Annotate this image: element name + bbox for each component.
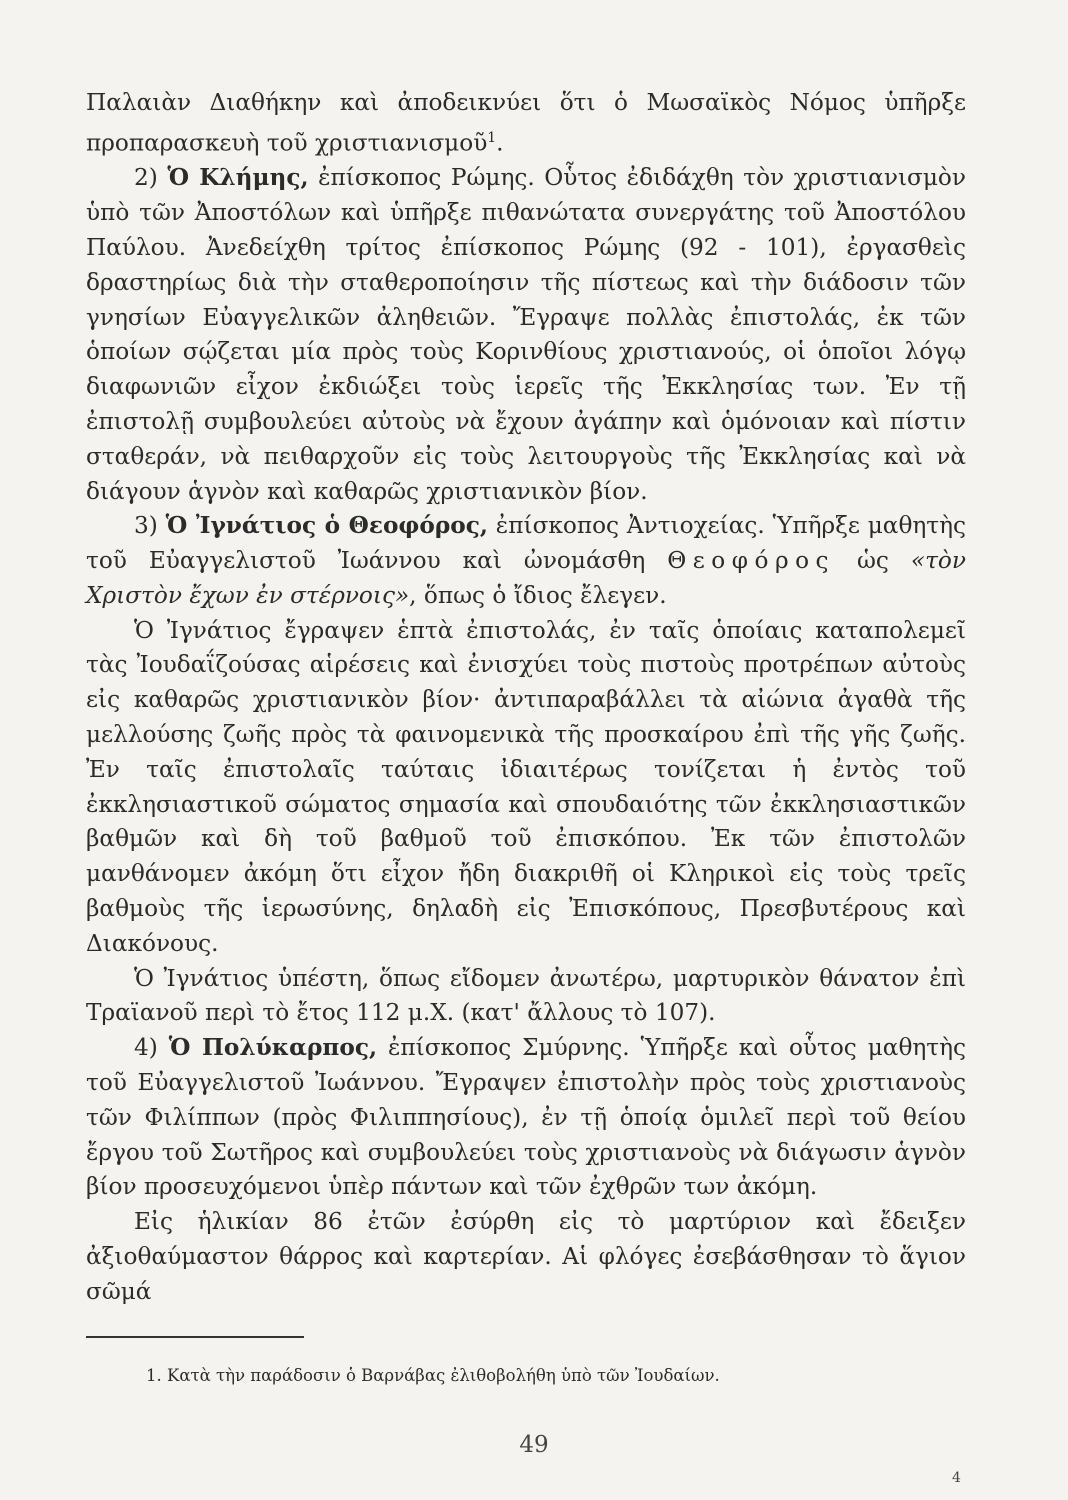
paragraph-ignatius-letters [86,614,966,962]
heading-polycarp: Ὁ Πολύκαρπος, [168,1034,378,1062]
item-number: 3) [134,512,166,540]
heading-clement: Ὁ Κλήμης, [167,164,309,192]
paragraph-ignatius-death-text: Ὁ Ἰγνάτιος ὑπέστη, ὅπως εἴδομεν ἀνωτέρω, μαρτυρικὸν θάνατον ἐπὶ Τραϊανοῦ περὶ τὸ ἔτος 112 μ.Χ. (κατ' ἄλλους τὸ 107). [86,964,966,1027]
paragraph-1 [86,86,966,161]
paragraph-ignatius [86,509,966,613]
spaced-epithet: Θεοφόρος [667,547,836,575]
paragraph-ignatius-letters-text: Ὁ Ἰγνάτιος ἔγραψεν ἑπτὰ ἐπιστολάς, ἐν ταῖς ὁποίαις καταπολεμεῖ τὰς Ἰουδαΐζούσας αἱρέσεις καὶ ἐνισχύει τοὺς πιστοὺς προτρέπων αὐτοὺς εἰς καθαρῶς χριστιανικὸν βίον· ἀντιπαραβάλλει τὰ αἰώνια ἀγαθὰ τῆς μελλούσης ζωῆς πρὸς τὰ φαινομενικὰ τῆς προσκαίρου ἐπὶ τῆς γῆς ζωῆς. Ἐν ταῖς ἐπιστολαῖς ταύταις ἰδιαιτέρως τονίζεται ἡ ἐντὸς τοῦ ἐκκλησιαστικοῦ σώματος σημασία καὶ σπουδαιότης τῶν ἐκκλησιαστικῶν βαθμῶν καὶ δὴ τοῦ βαθμοῦ τοῦ ἐπισκόπου. Ἐκ τῶν ἐπιστολῶν μανθάνομεν ἀκόμη ὅτι εἶχον ἤδη διακριθῆ οἱ Κληρικοὶ εἰς τοὺς τρεῖς βαθμοὺς τῆς ἱερωσύνης, δηλαδὴ εἰς Ἐπισκόπους, Πρεσβυτέρους καὶ Διακόνους. [86,616,966,957]
footnote-number: 1. [146,1366,162,1385]
footnote [146,1364,966,1388]
corner-mark: 4 [952,1470,961,1486]
paragraph-ignatius-text: , ὅπως ὁ ἴδιος ἔλεγεν. [409,581,667,609]
italic-quote: «τὸν Χριστὸν ἔχων ἐν στέρνοις» [86,547,966,609]
paragraph-ignatius-death [86,962,966,1032]
paragraph-clement-text: ἐπίσκοπος Ρώμης. Οὗτος ἐδιδάχθη τὸν χριστιανισμὸν ὑπὸ τῶν Ἀποστόλων καὶ ὑπῆρξε πιθανώτατα συνεργάτης τοῦ Ἀποστόλου Παύλου. Ἀνεδείχθη τρίτος ἐπίσκοπος Ρώμης (92 - 101), ἐργασθεὶς δραστηρίως διὰ τὴν σταθεροποίησιν τῆς πίστεως καὶ τὴν διάδοσιν τῶν γνησίων Εὐαγγελικῶν ἀληθειῶν. Ἔγραψε πολλὰς ἐπιστολάς, ἐκ τῶν ὁποίων σῴζεται μία πρὸς τοὺς Κορινθίους χριστιανούς, οἱ ὁποῖοι λόγῳ διαφωνιῶν εἶχον ἐκδιώξει τοὺς ἱερεῖς τῆς Ἐκκλησίας των. Ἐν τῇ ἐπιστολῇ συμβουλεύει αὐτοὺς νὰ ἔχουν ἀγάπην καὶ ὁμόνοιαν καὶ πίστιν σταθεράν, νὰ πειθαρχοῦν εἰς τοὺς λειτουργοὺς τῆς Ἐκκλησίας καὶ νὰ διάγουν ἁγνὸν καὶ καθαρῶς χριστιανικὸν βίον. [86,164,966,505]
heading-ignatius: Ὁ Ἰγνάτιος ὁ Θεοφόρος, [165,512,488,540]
paragraph-1-end: . [496,129,504,157]
page-number: 49 [519,1432,549,1458]
paragraph-polycarp-martyrdom [86,1205,966,1309]
paragraph-polycarp-text: ἐπίσκοπος Σμύρνης. Ὑπῆρξε καὶ οὗτος μαθητὴς τοῦ Εὐαγγελιστοῦ Ἰωάννου. Ἔγραψεν ἐπιστολὴν πρὸς τοὺς χριστιανοὺς τῶν Φιλίππων (πρὸς Φιλιππησίους), ἐν τῇ ὁποίᾳ ὁμιλεῖ περὶ τοῦ θείου ἔργου τοῦ Σωτῆρος καὶ συμβουλεύει τοὺς χριστιανοὺς νὰ διάγωσιν ἁγνὸν βίον προσευχόμενοι ὑπὲρ πάντων καὶ τῶν ἐχθρῶν των ἀκόμη. [86,1034,967,1201]
footnote-text: Κατὰ τὴν παράδοσιν ὁ Βαρνάβας ἐλιθοβολήθη ὑπὸ τῶν Ἰουδαίων. [161,1366,720,1385]
paragraph-1-text: Παλαιὰν Διαθήκην καὶ ἀποδεικνύει ὅτι ὁ Μωσαϊκὸς Νόμος ὑπῆρξε προπαρασκευὴ τοῦ χριστιανισμοῦ [86,89,966,157]
paragraph-ignatius-text: ἐπίσκοπος Ἀντιοχείας. Ὑπῆρξε μαθητὴς τοῦ Εὐαγγελιστοῦ Ἰωάννου καὶ ὠνομάσθη [86,512,967,575]
item-number: 2) [134,164,168,192]
footnote-divider [86,1336,304,1338]
body-text [86,86,966,1310]
paragraph-polycarp-martyrdom-text: Εἰς ἡλικίαν 86 ἐτῶν ἐσύρθη εἰς τὸ μαρτύριον καὶ ἔδειξεν ἀξιοθαύμαστον θάρρος καὶ καρτερίαν. Αἱ φλόγες ἐσεβάσθησαν τὸ ἅγιον σῶμά [86,1208,966,1305]
item-number: 4) [134,1034,169,1062]
paragraph-clement [86,161,966,509]
paragraph-polycarp [86,1031,966,1205]
footnote-ref: 1 [487,129,497,146]
paragraph-ignatius-text: ὡς [835,547,911,575]
